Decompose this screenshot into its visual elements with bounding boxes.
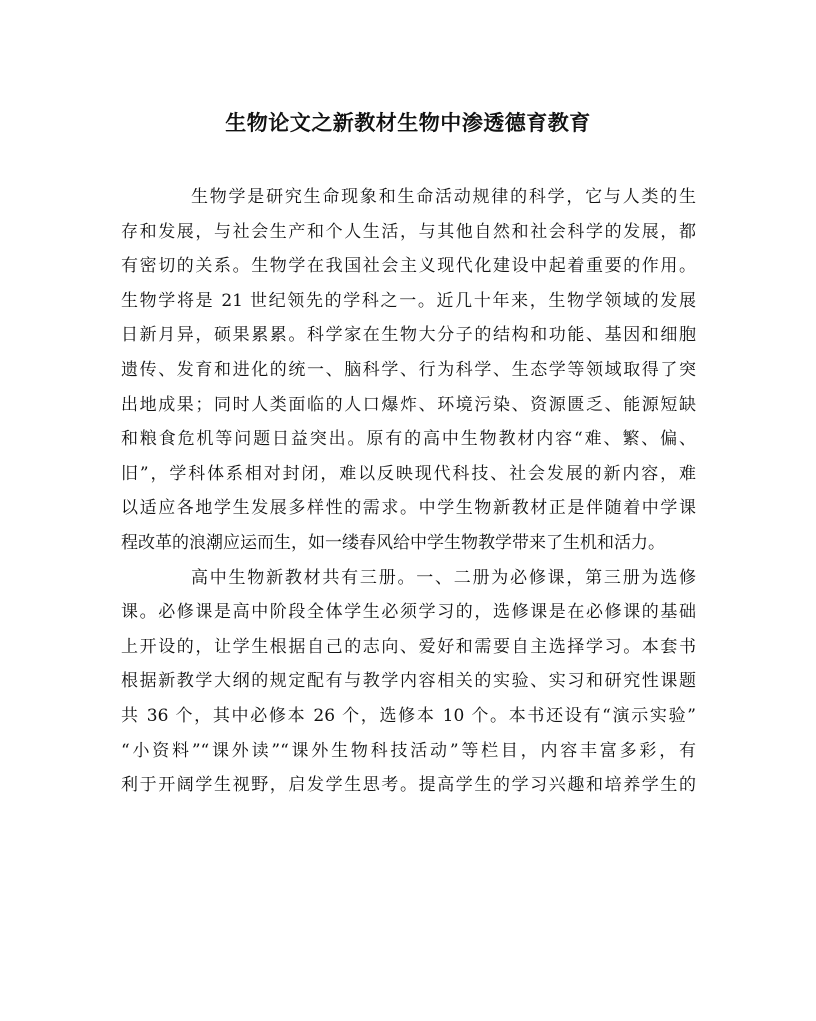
paragraph-1-line-10: 以适应各地学生发展多样性的需求。中学生物新教材正是伴随着中学课 (121, 498, 696, 519)
paragraph-2-line-3: 上开设的，让学生根据自己的志向、爱好和需要自主选择学习。本套书 (121, 636, 696, 657)
paragraph-1-line-3: 有密切的关系。生物学在我国社会主义现代化建设中起着重要的作用。 (121, 256, 696, 277)
document-body (121, 180, 696, 803)
paragraph-1-line-7: 出地成果；同时人类面临的人口爆炸、环境污染、资源匮乏、能源短缺 (121, 394, 696, 415)
paragraph-1-line-9: 旧”，学科体系相对封闭，难以反映现代科技、社会发展的新内容，难 (121, 463, 696, 484)
paragraph-1-line-8: 和粮食危机等问题日益突出。原有的高中生物教材内容“难、繁、偏、 (121, 429, 696, 450)
paragraph-2-line-2: 课。必修课是高中阶段全体学生必须学习的，选修课是在必修课的基础 (121, 602, 696, 623)
paragraph-1-line-1: 生物学是研究生命现象和生命活动规律的科学，它与人类的生 (191, 187, 696, 207)
document-title: 生物论文之新教材生物中渗透德育教育 (225, 110, 591, 135)
paragraph-1-line-2: 存和发展，与社会生产和个人生活，与其他自然和社会科学的发展，都 (121, 221, 696, 242)
paragraph-2-line-6: “小资料”“课外读”“课外生物科技活动”等栏目，内容丰富多彩，有 (121, 740, 696, 761)
paragraph-2-line-1: 高中生物新教材共有三册。一、二册为必修课，第三册为选修 (191, 567, 696, 588)
paragraph-1-line-5: 日新月异，硕果累累。科学家在生物大分子的结构和功能、基因和细胞 (121, 325, 696, 346)
paragraph-2-line-7: 利于开阔学生视野，启发学生思考。提高学生的学习兴趣和培养学生的 (121, 775, 696, 796)
paragraph-1-line-4: 生物学将是 21 世纪领先的学科之一。近几十年来，生物学领域的发展 (121, 290, 696, 311)
paragraph-2-line-4: 根据新教学大纲的规定配有与教学内容相关的实验、实习和研究性课题 (121, 671, 696, 692)
paragraph-2-line-5: 共 36 个，其中必修本 26 个，选修本 10 个。本书还设有“演示实验” (121, 705, 696, 726)
paragraph-1-line-6: 遗传、发育和进化的统一、脑科学、行为科学、生态学等领域取得了突 (121, 359, 696, 380)
paragraph-1-line-11: 程改革的浪潮应运而生，如一缕春风给中学生物教学带来了生机和活力。 (121, 532, 665, 553)
